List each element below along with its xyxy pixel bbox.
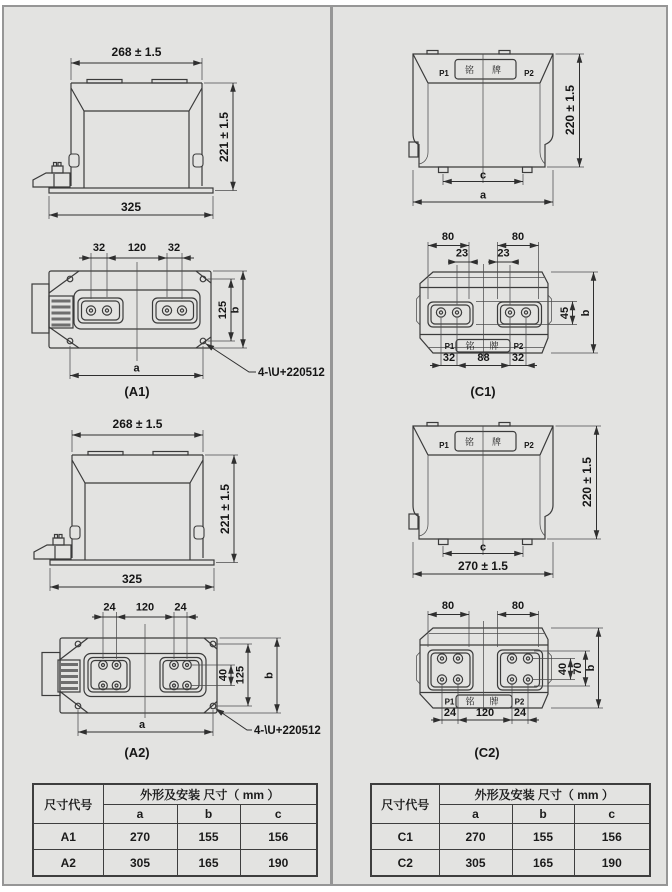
dim-a: a <box>138 719 146 731</box>
cell-c: 156 <box>240 824 317 850</box>
cell-c: 156 <box>574 824 650 850</box>
dim-24-left: 24 <box>103 601 116 614</box>
table-row <box>33 824 317 850</box>
view-plan-a1 <box>32 242 325 399</box>
cell-code: C2 <box>371 850 439 877</box>
dim-23-left: 23 <box>455 247 469 260</box>
dim-b: b <box>585 664 597 672</box>
dim-88: 88 <box>477 352 490 364</box>
dim-125: 125 <box>217 300 229 320</box>
view-front-elevation-c1 <box>409 51 584 207</box>
dimension-table-c <box>370 783 651 877</box>
dimension-table-a <box>32 783 318 877</box>
dim-40: 40 <box>217 668 230 682</box>
dim-c: c <box>479 541 487 554</box>
body-outline <box>34 452 214 566</box>
nameplate-char-2: 牌 <box>491 437 502 447</box>
dim-23-right: 23 <box>497 247 510 260</box>
dim-height: 220 ± 1.5 <box>563 85 577 135</box>
table-header-dims: 外形及安装 尺寸（ mm ） <box>439 784 650 805</box>
dim-32-left: 32 <box>442 352 456 364</box>
dim-120: 120 <box>135 601 155 614</box>
dim-125: 125 <box>234 665 247 685</box>
view-plan-c2 <box>417 600 604 760</box>
dim-24-left: 24 <box>443 707 457 719</box>
nameplate-char-2: 牌 <box>491 65 502 75</box>
terminal-p2-label: P2 <box>524 441 534 450</box>
view-plan-c1 <box>417 231 599 399</box>
dim-24-right: 24 <box>174 601 187 614</box>
hole-note: 4-\U+220512 <box>258 367 325 379</box>
dim-120: 120 <box>475 707 495 719</box>
dim-80-left: 80 <box>441 600 455 612</box>
dim-b: b <box>580 309 592 317</box>
dim-45: 45 <box>559 306 571 320</box>
view-label-a2: (A2) <box>124 745 150 760</box>
body-outline <box>417 264 552 358</box>
nameplate-char-1: 铭 <box>464 437 475 447</box>
cell-a: 270 <box>103 824 177 850</box>
dim-b: b <box>263 672 276 679</box>
dim-80-right: 80 <box>511 600 525 612</box>
dim-a: a <box>133 362 140 375</box>
col-header-a: a <box>439 805 512 824</box>
cell-code: C1 <box>371 824 439 850</box>
nameplate-char-1: 铭 <box>465 341 475 351</box>
view-label-a1: (A1) <box>124 384 150 399</box>
dim-40: 40 <box>557 662 569 676</box>
hole-note: 4-\U+220512 <box>254 725 321 737</box>
cell-b: 155 <box>512 824 574 850</box>
table-row <box>33 850 317 877</box>
body-outline <box>32 262 211 361</box>
dim-120: 120 <box>127 242 147 254</box>
terminal-p1-label: P1 <box>439 441 449 450</box>
table-row <box>371 824 650 850</box>
table-row <box>371 850 650 877</box>
col-header-b: b <box>177 805 240 824</box>
cell-a: 270 <box>439 824 512 850</box>
dim-32-left: 32 <box>92 242 106 254</box>
terminal-p2-label: P2 <box>524 69 534 78</box>
col-header-c: c <box>240 805 317 824</box>
cell-b: 165 <box>512 850 574 877</box>
dim-80-left: 80 <box>441 231 455 243</box>
dim-32-right: 32 <box>511 352 525 364</box>
terminal-p1-label: P1 <box>439 69 449 78</box>
cell-a: 305 <box>439 850 512 877</box>
view-front-elevation-c2 <box>409 423 601 579</box>
nameplate-char-1: 铭 <box>464 65 475 75</box>
cell-b: 155 <box>177 824 240 850</box>
cell-a: 305 <box>103 850 177 877</box>
terminal-p1-label: P1 <box>444 697 455 707</box>
terminal-p2-label: P2 <box>513 342 524 351</box>
col-header-c: c <box>574 805 650 824</box>
dim-32-right: 32 <box>167 242 181 254</box>
view-side-elevation-a1 <box>33 45 237 219</box>
dim-c: c <box>479 169 487 182</box>
dim-70: 70 <box>572 662 584 675</box>
dim-base: 325 <box>121 572 143 586</box>
view-side-elevation-a2 <box>34 417 238 591</box>
dim-24-right: 24 <box>513 707 527 719</box>
terminal-p1-label: P1 <box>444 342 455 351</box>
terminal-p2-label: P2 <box>514 697 525 707</box>
body-outline <box>42 624 217 718</box>
nameplate-char-1: 铭 <box>465 696 475 707</box>
view-label-c1: (C1) <box>470 384 496 399</box>
col-header-a: a <box>103 805 177 824</box>
dim-height: 221 ± 1.5 <box>218 484 232 534</box>
dim-height: 221 ± 1.5 <box>217 112 231 162</box>
nameplate-char-2: 牌 <box>489 341 499 351</box>
body-outline <box>33 80 213 194</box>
dim-width: 268 ± 1.5 <box>112 417 163 431</box>
body-outline <box>417 621 552 712</box>
dim-width: 268 ± 1.5 <box>111 45 162 59</box>
cell-c: 190 <box>574 850 650 877</box>
cell-b: 165 <box>177 850 240 877</box>
cell-code: A1 <box>33 824 103 850</box>
dim-base: 270 ± 1.5 <box>458 559 508 573</box>
dim-b: b <box>229 306 242 314</box>
table-header-code: 尺寸代号 <box>371 784 439 824</box>
dim-height: 220 ± 1.5 <box>580 457 594 507</box>
cell-code: A2 <box>33 850 103 877</box>
nameplate-char-2: 牌 <box>489 696 499 707</box>
view-label-c2: (C2) <box>474 745 500 760</box>
dim-a: a <box>479 189 487 202</box>
dim-80-right: 80 <box>511 231 525 243</box>
dim-base: 325 <box>120 200 142 214</box>
table-header-dims: 外形及安装 尺寸（ mm ） <box>103 784 317 805</box>
view-plan-a2 <box>42 602 321 761</box>
table-header-code: 尺寸代号 <box>33 784 103 824</box>
cell-c: 190 <box>240 850 317 877</box>
col-header-b: b <box>512 805 574 824</box>
